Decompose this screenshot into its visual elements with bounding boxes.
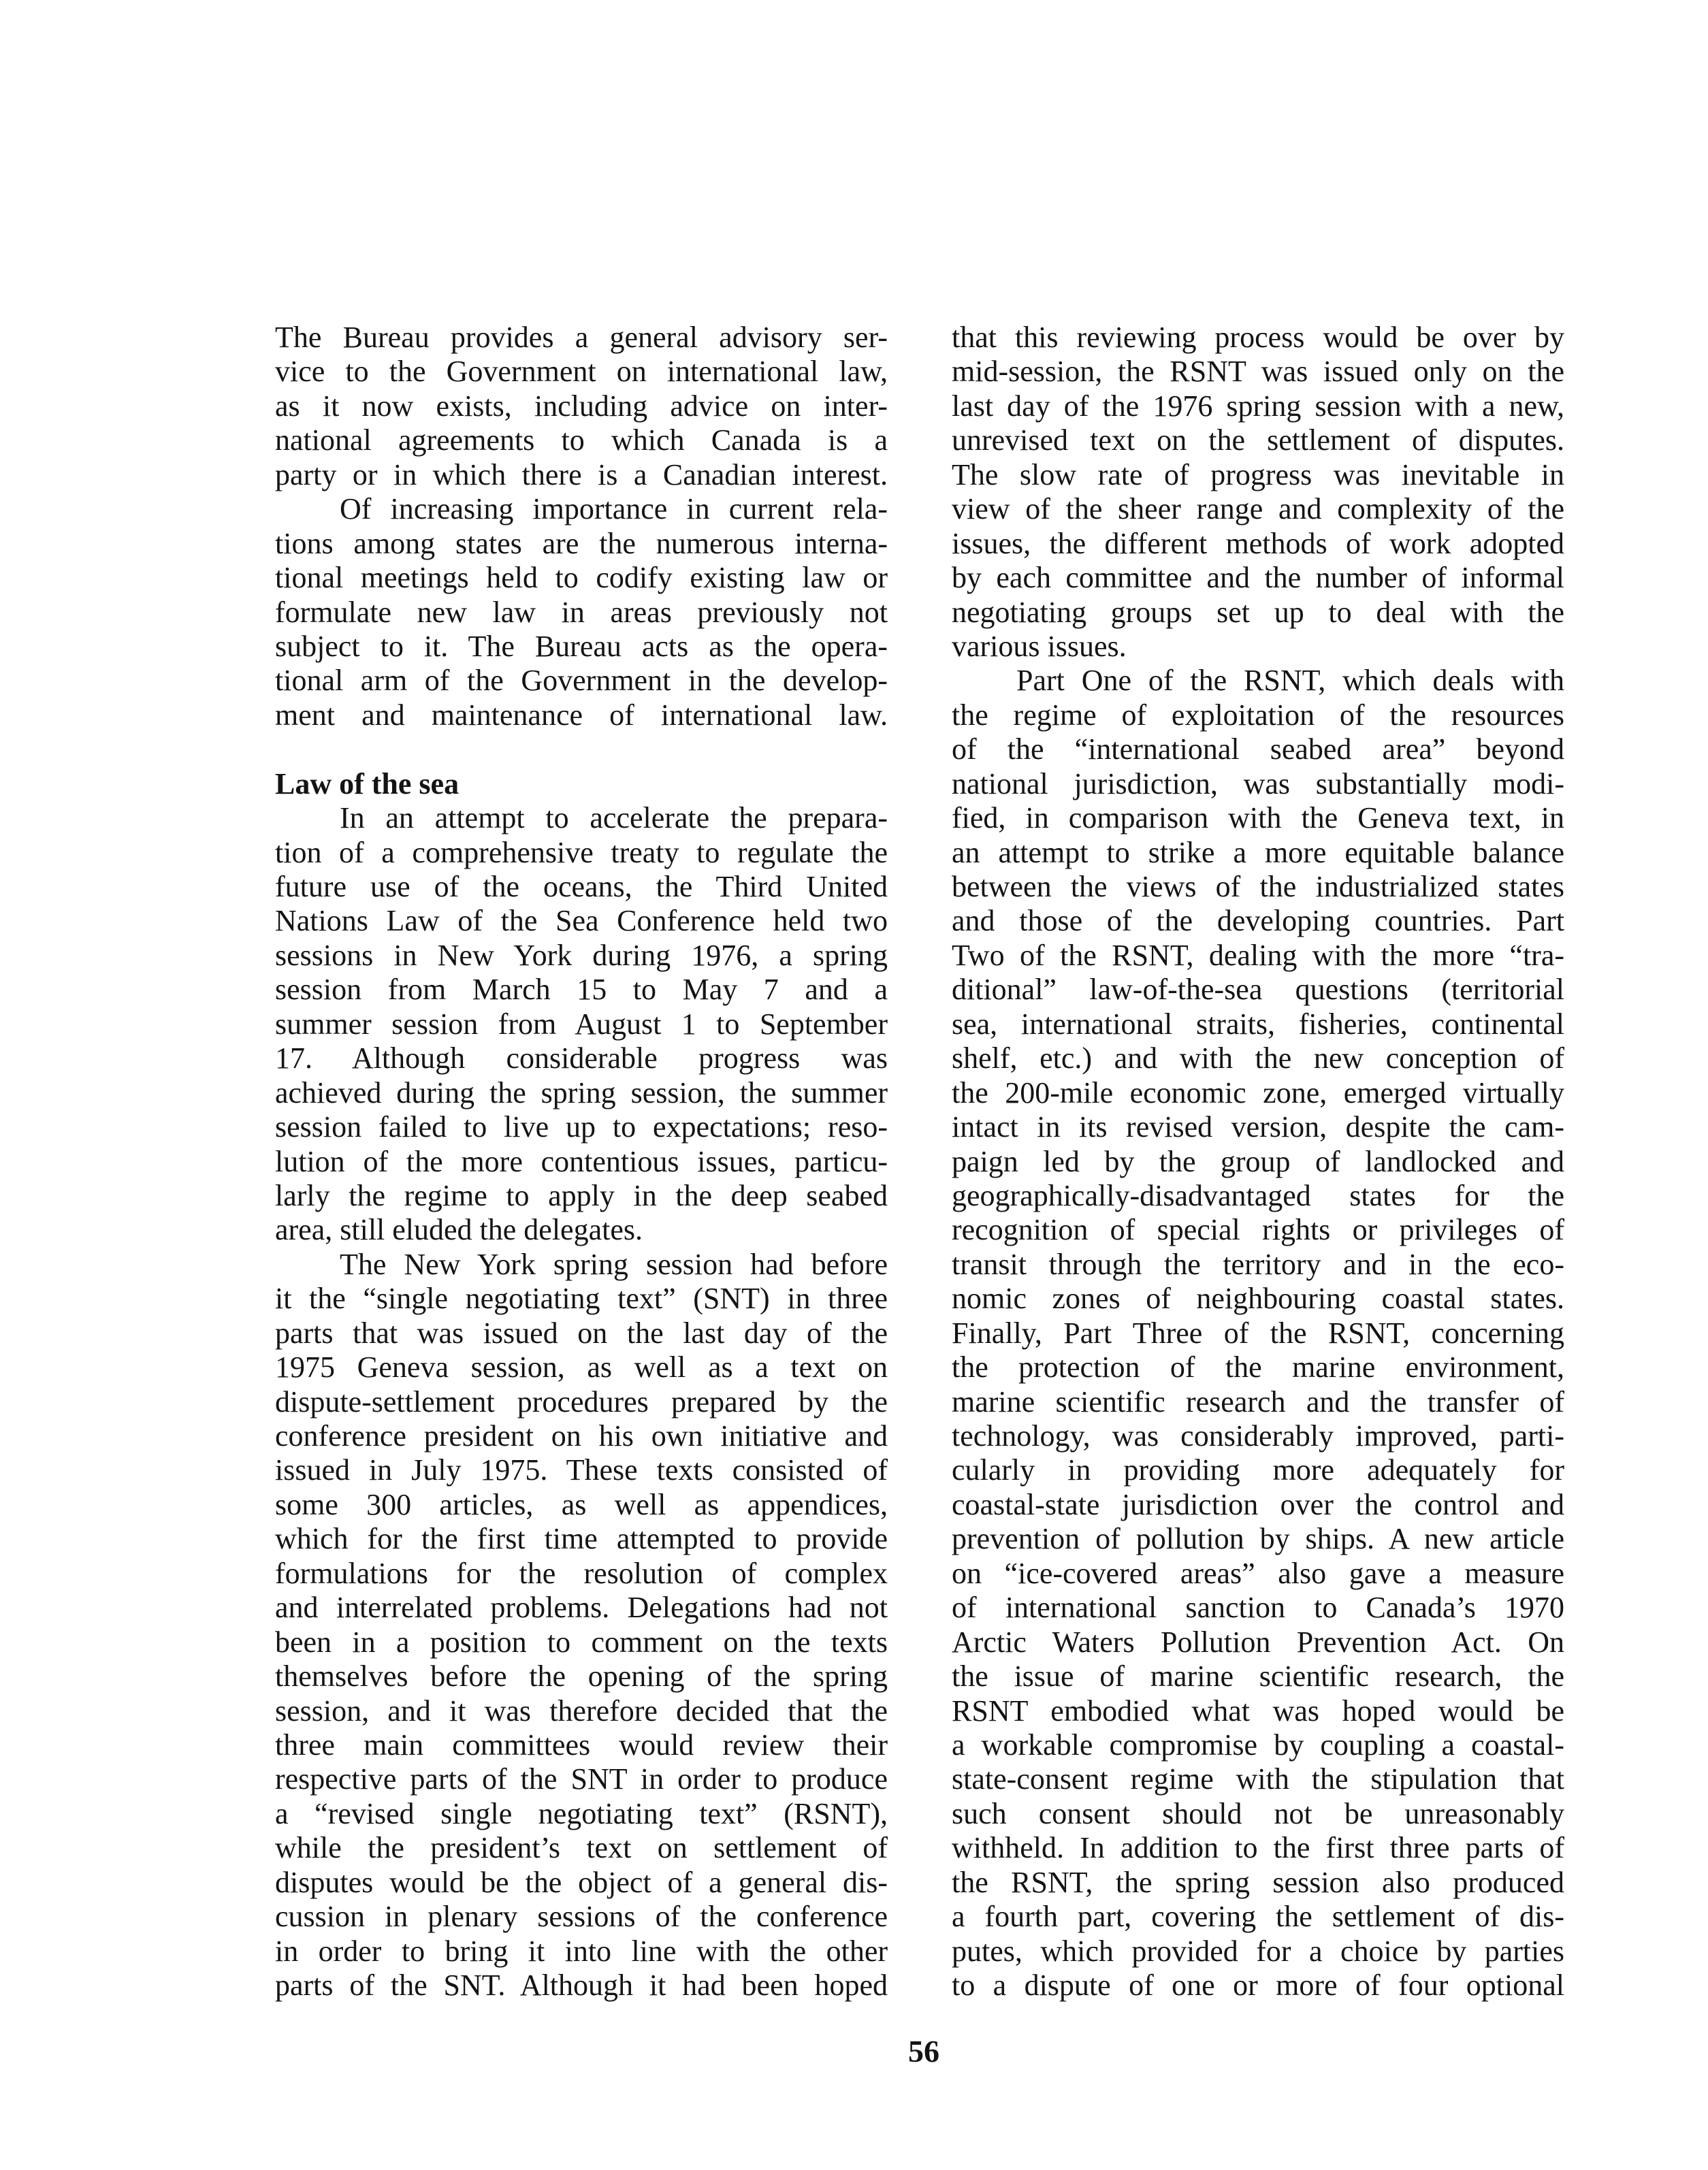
text-line: withheld. In addition to the first three parts of <box>952 1831 1564 1865</box>
text-line: subject to it. The Bureau acts as the opera- <box>275 629 888 663</box>
paragraph <box>275 492 888 732</box>
spacer <box>275 732 888 766</box>
text-line: tion of a comprehensive treaty to regulate the <box>275 835 888 869</box>
text-line: 1975 Geneva session, as well as a text on <box>275 1350 888 1384</box>
text-line: putes, which provided for a choice by parties <box>952 1934 1564 1968</box>
text-line: disputes would be the object of a general dis- <box>275 1865 888 1899</box>
text-line: 17. Although considerable progress was <box>275 1041 888 1075</box>
text-line: formulations for the resolution of complex <box>275 1556 888 1590</box>
text-line: shelf, etc.) and with the new conception of <box>952 1041 1564 1075</box>
text-line: tional meetings held to codify existing law or <box>275 561 888 595</box>
text-line: the 200-mile economic zone, emerged virtually <box>952 1075 1564 1110</box>
text-line: view of the sheer range and complexity of the <box>952 492 1564 526</box>
text-line: The slow rate of progress was inevitable in <box>952 457 1564 491</box>
text-line: nomic zones of neighbouring coastal states. <box>952 1282 1564 1316</box>
text-line: Of increasing importance in current rela- <box>340 492 888 526</box>
text-line: party or in which there is a Canadian interest. <box>275 457 888 491</box>
text-line: various issues. <box>952 629 1127 663</box>
text-line: lution of the more contentious issues, particu- <box>275 1144 888 1178</box>
text-line: and those of the developing countries. Part <box>952 904 1564 938</box>
text-line: Part One of the RSNT, which deals with <box>1016 664 1564 698</box>
text-line: respective parts of the SNT in order to produce <box>275 1762 888 1796</box>
text-line: negotiating groups set up to deal with the <box>952 595 1564 629</box>
text-line: that this reviewing process would be over by <box>952 321 1564 354</box>
paragraph <box>275 321 888 492</box>
text-line: last day of the 1976 spring session with a new, <box>952 389 1564 423</box>
text-line: issued in July 1975. These texts consisted of <box>275 1453 888 1487</box>
left-column <box>275 321 888 2003</box>
text-line: national agreements to which Canada is a <box>275 423 888 457</box>
page-number: 56 <box>908 2034 939 2069</box>
text-line: tions among states are the numerous interna- <box>275 526 888 560</box>
text-line: technology, was considerably improved, parti- <box>952 1419 1564 1453</box>
text-line: tional arm of the Government in the develop- <box>275 664 888 698</box>
text-line: cularly in providing more adequately for <box>952 1453 1564 1487</box>
text-line: state-consent regime with the stipulation that <box>952 1762 1564 1796</box>
text-line: vice to the Government on international law, <box>275 355 888 389</box>
text-line: in order to bring it into line with the other <box>275 1934 888 1968</box>
text-line: such consent should not be unreasonably <box>952 1796 1564 1830</box>
text-line: marine scientific research and the transfer of <box>952 1384 1564 1419</box>
text-line: cussion in plenary sessions of the conference <box>275 1900 888 1934</box>
text-line: The New York spring session had before <box>340 1247 888 1281</box>
text-line: an attempt to strike a more equitable balance <box>952 835 1564 869</box>
text-line: ditional” law-of-the-sea questions (territorial <box>952 973 1564 1007</box>
text-line: intact in its revised version, despite the cam- <box>952 1110 1564 1144</box>
text-line: summer session from August 1 to September <box>275 1007 888 1041</box>
text-line: larly the regime to apply in the deep seabed <box>275 1178 888 1212</box>
text-line: fied, in comparison with the Geneva text, in <box>952 801 1564 835</box>
text-line: while the president’s text on settlement of <box>275 1831 888 1865</box>
paragraph <box>275 1248 888 2003</box>
paragraph <box>275 801 888 1248</box>
text-line: of international sanction to Canada’s 1970 <box>952 1591 1564 1625</box>
text-line: to a dispute of one or more of four optional <box>952 1969 1564 2002</box>
text-line: paign led by the group of landlocked and <box>952 1144 1564 1178</box>
paragraph <box>952 664 1564 2003</box>
text-line: issues, the different methods of work adopted <box>952 526 1564 560</box>
text-line: session from March 15 to May 7 and a <box>275 973 888 1007</box>
text-line: which for the first time attempted to provide <box>275 1522 888 1556</box>
right-column <box>952 321 1564 2003</box>
text-line: formulate new law in areas previously not <box>275 595 888 629</box>
text-line: the RSNT, the spring session also produced <box>952 1865 1564 1899</box>
text-line: In an attempt to accelerate the prepara- <box>340 801 888 835</box>
text-line: prevention of pollution by ships. A new article <box>952 1522 1564 1556</box>
text-line: conference president on his own initiative and <box>275 1419 888 1453</box>
text-line: Arctic Waters Pollution Prevention Act. On <box>952 1625 1564 1659</box>
text-line: session failed to live up to expectations; reso- <box>275 1110 888 1144</box>
text-line: transit through the territory and in the eco- <box>952 1247 1564 1281</box>
text-line: dispute-settlement procedures prepared by the <box>275 1384 888 1419</box>
text-line: on “ice-covered areas” also gave a measure <box>952 1556 1564 1590</box>
text-line: sessions in New York during 1976, a spring <box>275 938 888 972</box>
text-line: as it now exists, including advice on inter- <box>275 389 888 423</box>
text-line: between the views of the industrialized states <box>952 870 1564 903</box>
text-line: by each committee and the number of informal <box>952 561 1564 595</box>
text-line: and interrelated problems. Delegations had not <box>275 1591 888 1625</box>
text-line: some 300 articles, as well as appendices, <box>275 1487 888 1521</box>
text-line: Two of the RSNT, dealing with the more “tra- <box>952 938 1564 972</box>
text-line: RSNT embodied what was hoped would be <box>952 1694 1564 1728</box>
text-line: coastal-state jurisdiction over the control and <box>952 1487 1564 1521</box>
text-line: the protection of the marine environment, <box>952 1350 1564 1384</box>
text-line: unrevised text on the settlement of disputes. <box>952 423 1564 457</box>
text-line: area, still eluded the delegates. <box>275 1213 643 1247</box>
text-line: ment and maintenance of international law. <box>275 698 888 732</box>
paragraph <box>952 321 1564 664</box>
text-line: parts that was issued on the last day of the <box>275 1316 888 1350</box>
text-line: national jurisdiction, was substantially modi- <box>952 766 1564 800</box>
text-line: Nations Law of the Sea Conference held two <box>275 904 888 938</box>
text-line: the regime of exploitation of the resources <box>952 698 1564 732</box>
text-line: mid-session, the RSNT was issued only on the <box>952 355 1564 389</box>
text-line: themselves before the opening of the spring <box>275 1659 888 1694</box>
text-line: a fourth part, covering the settlement of dis- <box>952 1900 1564 1934</box>
section-heading: Law of the sea <box>275 766 460 800</box>
text-line: three main committees would review their <box>275 1728 888 1762</box>
text-line: The Bureau provides a general advisory ser- <box>275 321 888 354</box>
text-line: a workable compromise by coupling a coastal- <box>952 1728 1564 1762</box>
text-line: the issue of marine scientific research, the <box>952 1659 1564 1694</box>
text-line: of the “international seabed area” beyond <box>952 732 1564 766</box>
text-line: achieved during the spring session, the summer <box>275 1075 888 1110</box>
text-line: geographically-disadvantaged states for the <box>952 1178 1564 1212</box>
text-line: parts of the SNT. Although it had been hoped <box>275 1969 888 2002</box>
text-line: sea, international straits, fisheries, continental <box>952 1007 1564 1041</box>
text-line: a “revised single negotiating text” (RSNT), <box>275 1796 888 1830</box>
text-line: it the “single negotiating text” (SNT) in three <box>275 1282 888 1316</box>
text-line: future use of the oceans, the Third United <box>275 870 888 903</box>
text-line: Finally, Part Three of the RSNT, concerning <box>952 1316 1564 1350</box>
text-line: recognition of special rights or privileges of <box>952 1213 1564 1247</box>
text-line: session, and it was therefore decided that the <box>275 1694 888 1728</box>
text-line: been in a position to comment on the texts <box>275 1625 888 1659</box>
